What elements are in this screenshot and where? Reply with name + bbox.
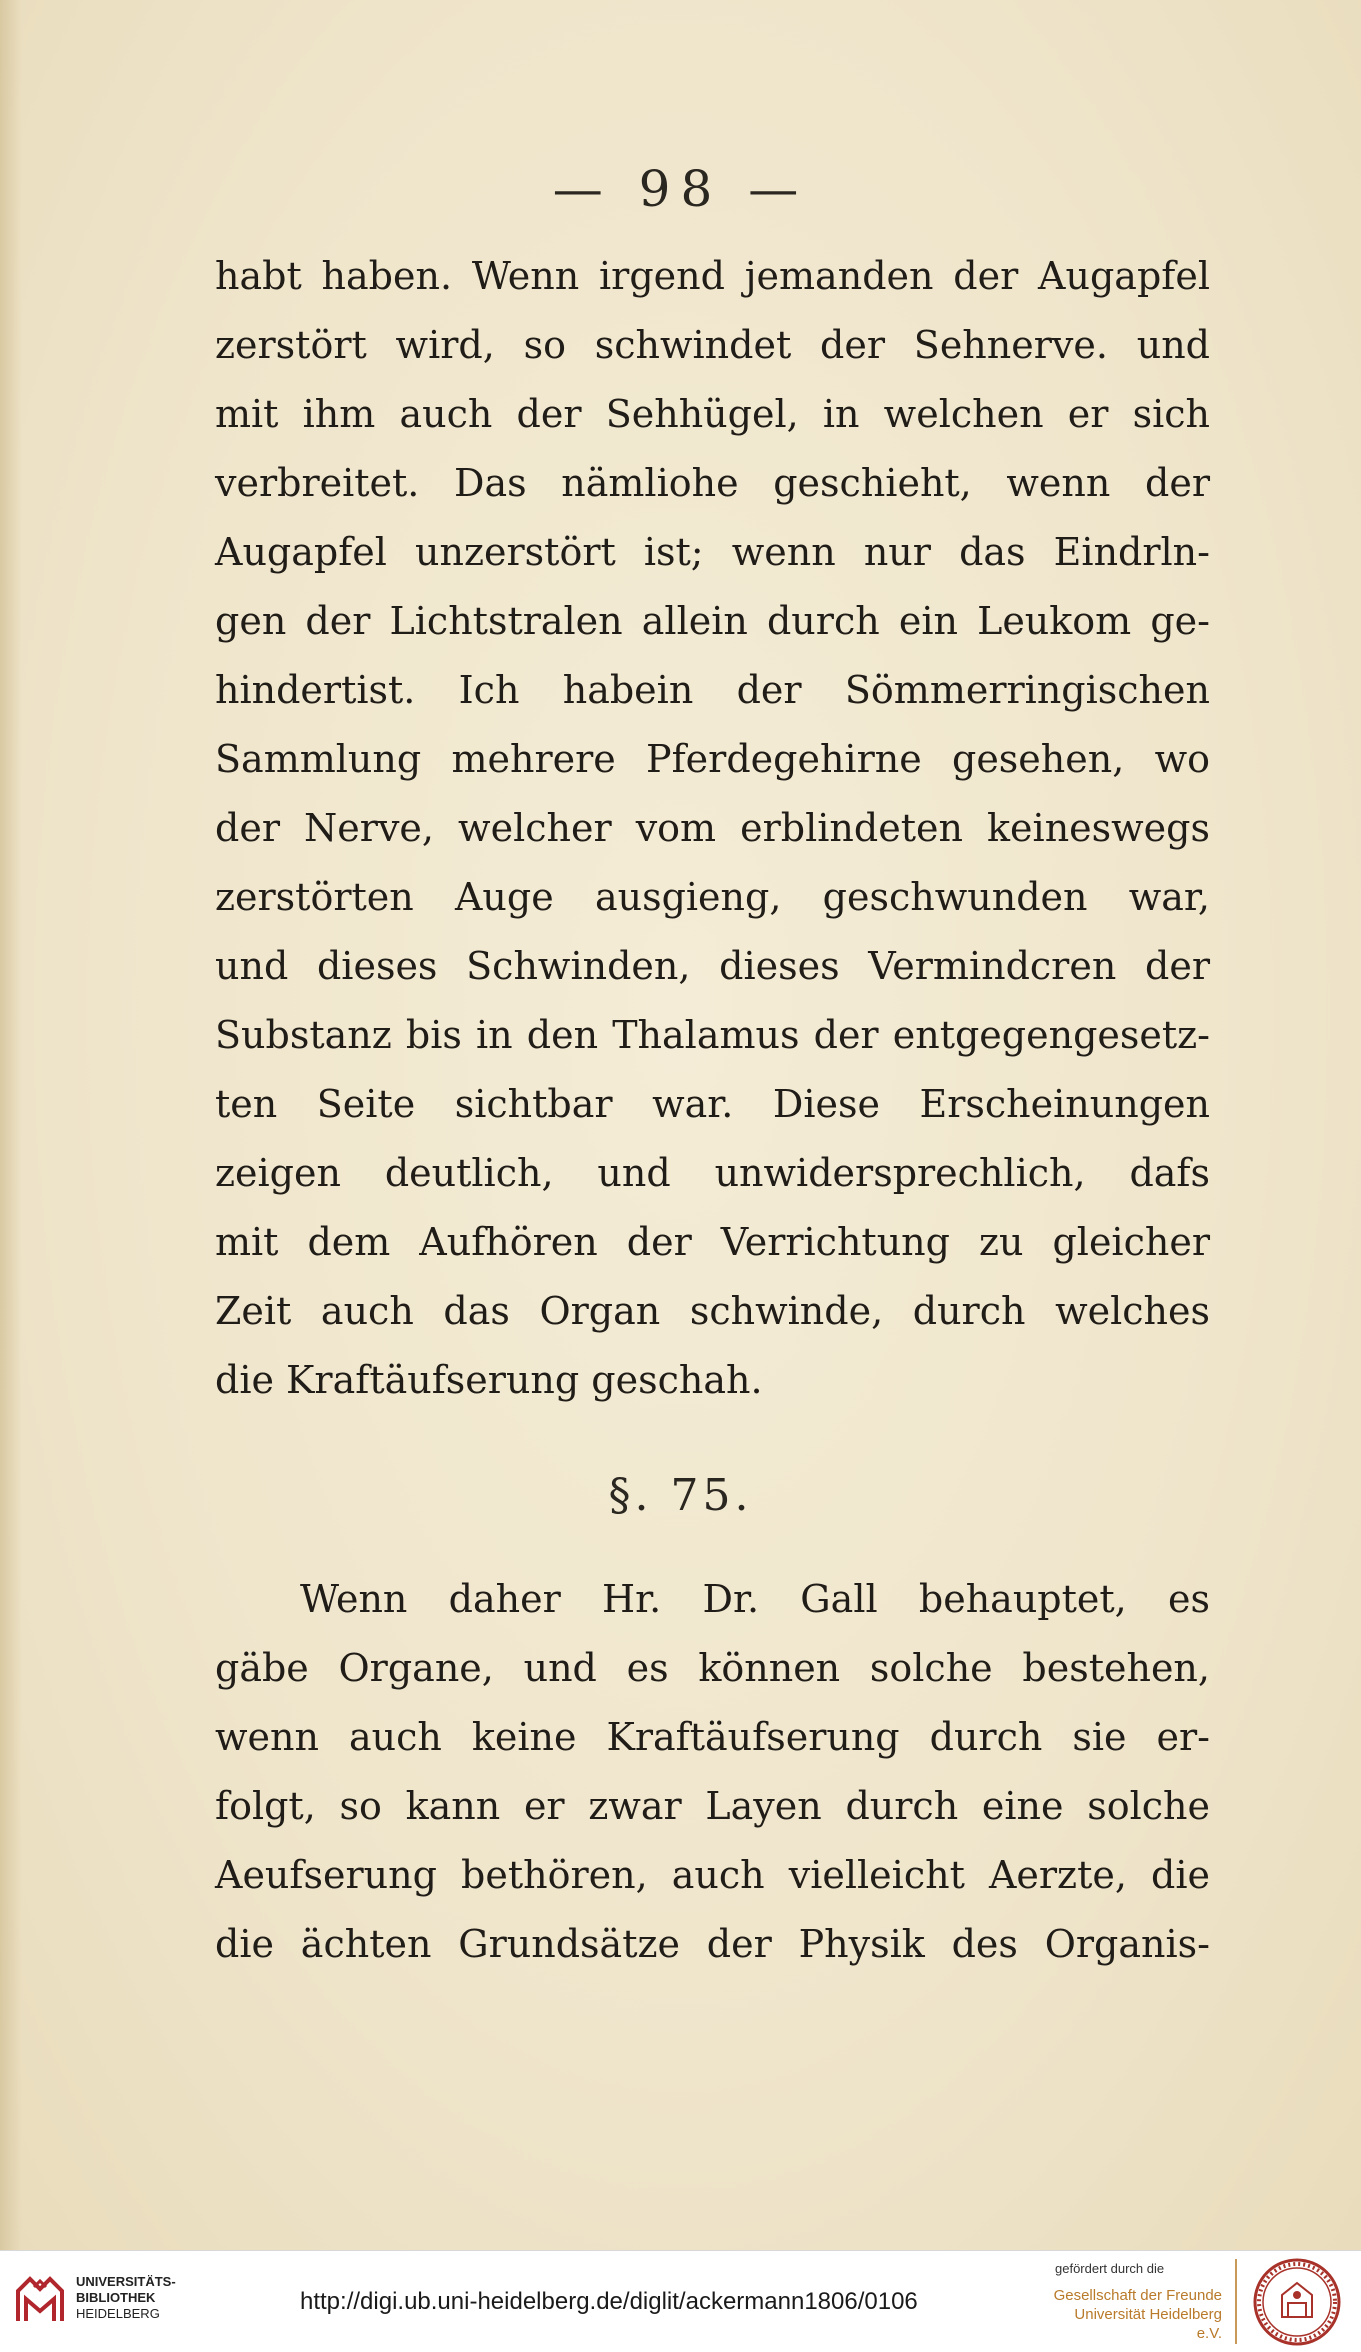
text-line: mit dem Aufhören der Verrichtung zu gleicher <box>215 1220 1210 1264</box>
body-text-paragraph-2 <box>215 1565 1210 1979</box>
footer-bar <box>0 2250 1361 2352</box>
text-line: der Nerve, welcher vom erblindeten keineswegs <box>215 806 1210 850</box>
text-line: mit ihm auch der Sehhügel, in welchen er sich <box>215 392 1210 436</box>
library-logo-icon <box>12 2271 68 2327</box>
text-line: Aeufserung bethören, auch vielleicht Aerzte, die <box>215 1853 1210 1897</box>
text-line: Wenn daher Hr. Dr. Gall behauptet, es <box>300 1577 1210 1621</box>
text-line: die ächten Grundsätze der Physik des Organis- <box>215 1922 1210 1966</box>
page-edge-shadow <box>0 0 22 2250</box>
library-name-line: BIBLIOTHEK <box>76 2290 156 2305</box>
society-seal-icon <box>1252 2257 1342 2347</box>
text-line: habt haben. Wenn irgend jemanden der Augapfel <box>215 254 1210 298</box>
society-name-line: Gesellschaft der Freunde <box>1053 2287 1222 2304</box>
text-line: Zeit auch das Organ schwinde, durch welches <box>215 1289 1210 1333</box>
text-line: wenn auch keine Kraftäufserung durch sie er- <box>215 1715 1210 1759</box>
text-line: folgt, so kann er zwar Layen durch eine solche <box>215 1784 1210 1828</box>
text-line: gäbe Organe, und es können solche bestehen, <box>215 1646 1210 1690</box>
library-name-line: HEIDELBERG <box>76 2306 160 2321</box>
library-name-line: UNIVERSITÄTS- <box>76 2274 176 2289</box>
footer-divider <box>1235 2259 1237 2344</box>
text-line: Sammlung mehrere Pferdegehirne gesehen, wo <box>215 737 1210 781</box>
text-line: ten Seite sichtbar war. Diese Erscheinungen <box>215 1082 1210 1126</box>
text-line: hindertist. Ich habein der Sömmerringischen <box>215 668 1210 712</box>
text-line: Augapfel unzerstört ist; wenn nur das Eindrln- <box>215 530 1210 574</box>
text-line: und dieses Schwinden, dieses Vermindcren der <box>215 944 1210 988</box>
text-line: zerstörten Auge ausgieng, geschwunden war, <box>215 875 1210 919</box>
permalink-url[interactable]: http://digi.ub.uni-heidelberg.de/diglit/ackermann1806/0106 <box>300 2288 918 2315</box>
funded-by-label: gefördert durch die <box>1055 2261 1165 2276</box>
page-number-header: — 98 — <box>552 160 809 218</box>
text-line: verbreitet. Das nämliohe geschieht, wenn der <box>215 461 1210 505</box>
text-line: Substanz bis in den Thalamus der entgegengesetz- <box>215 1013 1210 1057</box>
library-name <box>76 2274 176 2322</box>
section-heading: §. 75. <box>608 1470 753 1521</box>
text-line: gen der Lichtstralen allein durch ein Leukom ge- <box>215 599 1210 643</box>
society-name <box>1052 2286 1222 2343</box>
body-text-paragraph-1 <box>215 242 1210 1415</box>
society-name-line: Universität Heidelberg e.V. <box>1074 2306 1222 2342</box>
text-line: zeigen deutlich, und unwidersprechlich, dafs <box>215 1151 1210 1195</box>
text-line: zerstört wird, so schwindet der Sehnerve. und <box>215 323 1210 367</box>
text-line: die Kraftäufserung geschah. <box>215 1358 763 1402</box>
